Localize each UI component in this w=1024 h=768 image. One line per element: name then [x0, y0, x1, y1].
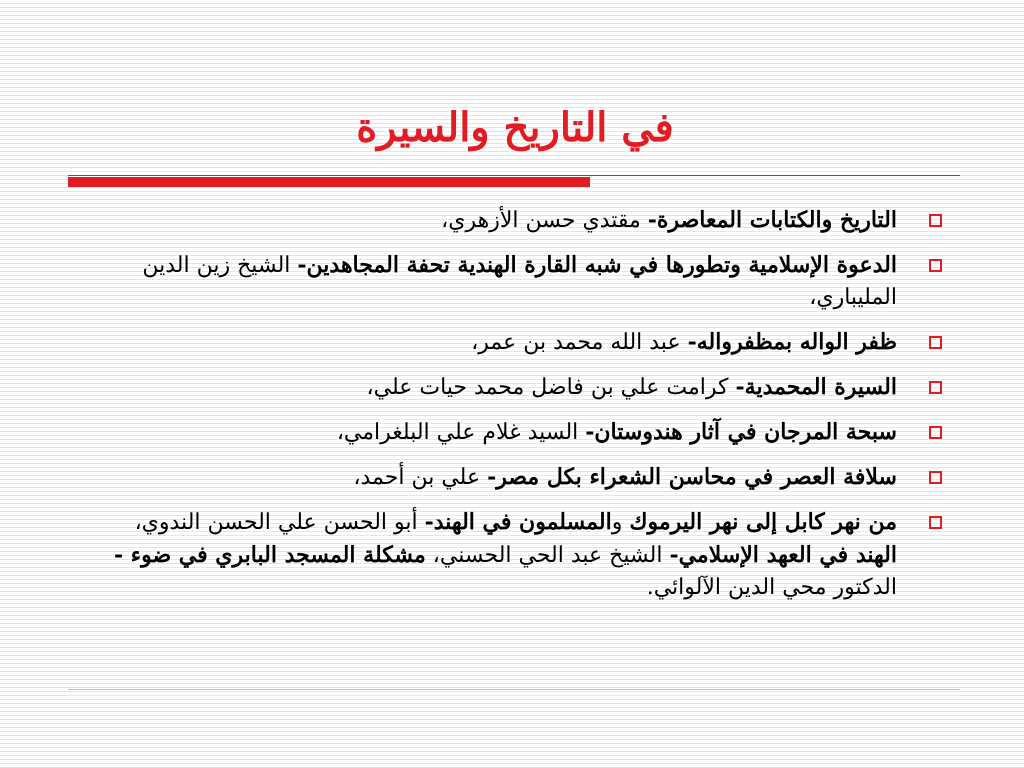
item-title: التاريخ والكتابات المعاصرة-: [647, 207, 897, 233]
hollow-square-icon: [929, 471, 942, 484]
list-item: [92, 371, 952, 404]
hollow-square-icon: [929, 336, 942, 349]
title-underline-thin: [68, 175, 960, 176]
item-author: أبو الحسن علي الحسن الندوي،: [134, 510, 425, 535]
item-author: عبد الله محمد بن عمر،: [471, 330, 688, 355]
list-item: [92, 506, 952, 604]
item-author: كرامت علي بن فاضل محمد حيات علي،: [366, 375, 736, 400]
list-item: [92, 461, 952, 494]
item-title: سبحة المرجان في آثار هندوستان-: [585, 419, 897, 445]
item-title: الهند في العهد الإسلامي-: [669, 542, 897, 568]
item-title: من نهر كابل إلى نهر اليرموك: [629, 509, 897, 535]
title-underline-thick: [68, 177, 590, 187]
item-title: ظفر الواله بمظفرواله-: [687, 329, 897, 355]
hollow-square-icon: [929, 426, 942, 439]
item-title: مشكلة المسجد البابري في ضوء -: [113, 542, 426, 568]
item-author: علي بن أحمد،: [353, 465, 488, 490]
list-item: [92, 204, 952, 237]
bottom-divider: [68, 689, 960, 690]
item-title: سلافة العصر في محاسن الشعراء بكل مصر-: [487, 464, 897, 490]
item-title: السيرة المحمدية-: [735, 374, 897, 400]
item-author: مقتدي حسن الأزهري،: [441, 208, 648, 233]
hollow-square-icon: [929, 214, 942, 227]
hollow-square-icon: [929, 259, 942, 272]
hollow-square-icon: [929, 516, 942, 529]
slide-title: في التاريخ والسيرة: [356, 104, 674, 151]
item-author: و: [611, 510, 630, 535]
item-author: الدكتور محي الدين الآلوائي.: [646, 575, 897, 600]
hollow-square-icon: [929, 381, 942, 394]
list-item: [92, 249, 952, 314]
list-item: [92, 326, 952, 359]
item-title: الدعوة الإسلامية وتطورها في شبه القارة الهندية تحفة المجاهدين-: [297, 252, 897, 278]
list-item: [92, 416, 952, 449]
bullet-list: [92, 204, 952, 616]
item-author: الشيخ عبد الحي الحسني،: [425, 543, 670, 568]
item-author: السيد غلام علي البلغرامي،: [336, 420, 586, 445]
item-author: الشيخ زين الدين المليباري،: [142, 253, 897, 310]
item-title: المسلمون في الهند-: [424, 509, 612, 535]
